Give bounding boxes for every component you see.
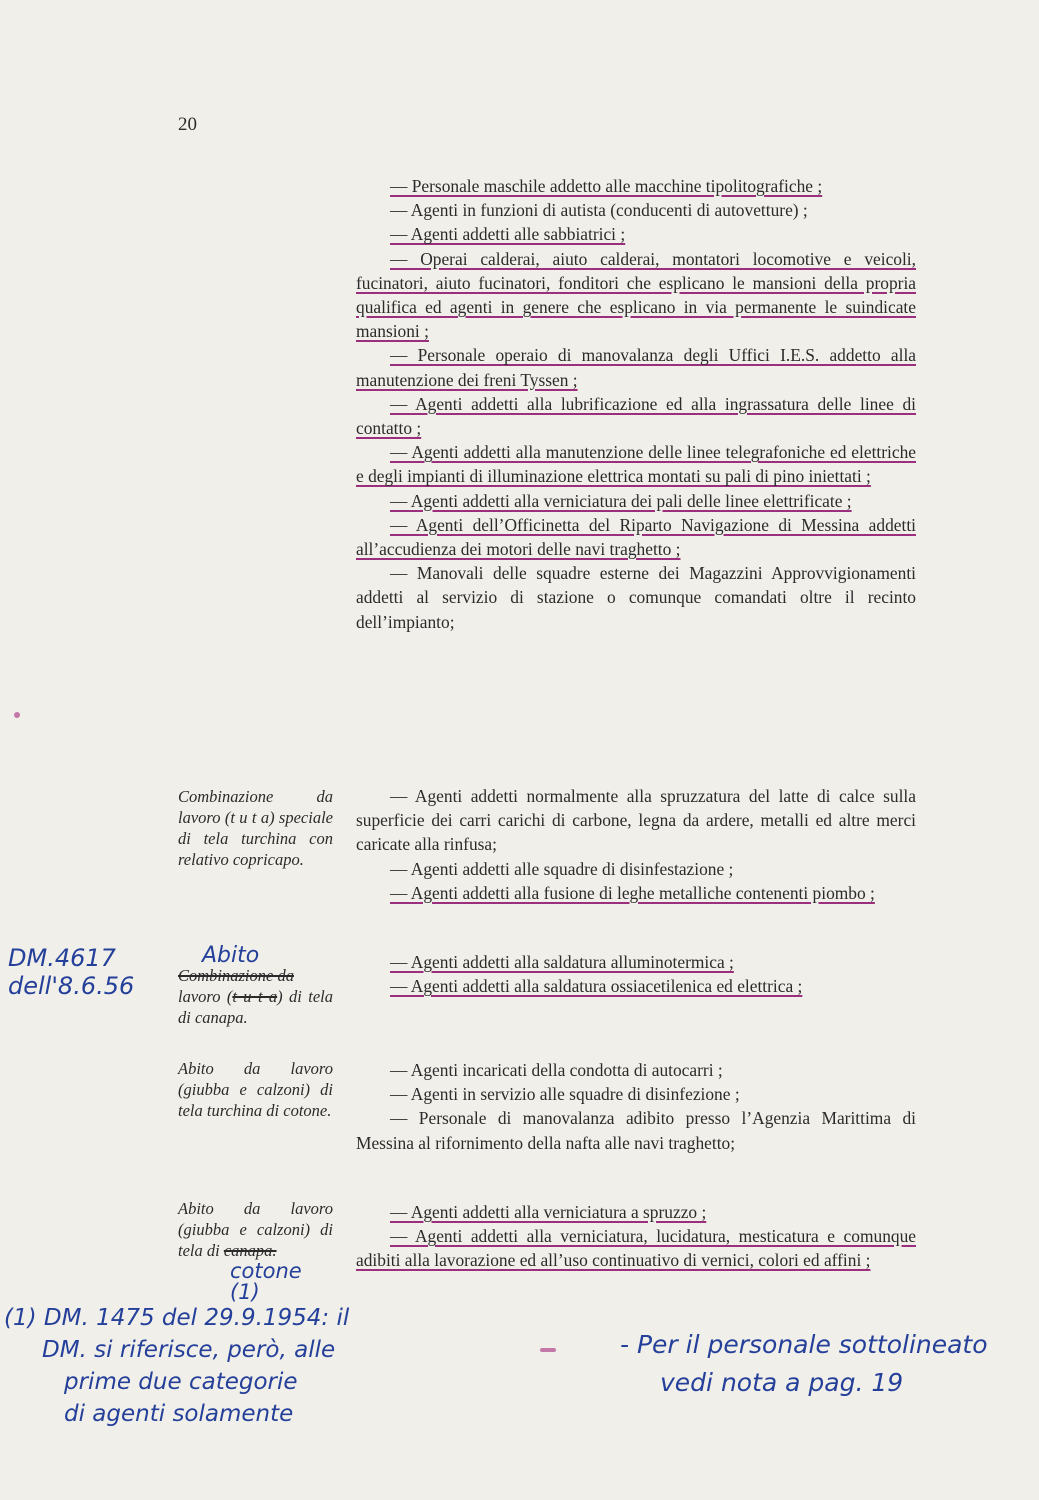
item: — Agenti addetti alla verniciatura dei pali delle linee elettrificate ; [390,490,852,511]
item: — Agenti addetti alle sabbiatrici ; [390,224,626,245]
handwritten-right-note: - Per il personale sottolineato vedi nota a pag. 19 [620,1330,988,1397]
item: — Personale di manovalanza adibito presso l’Agenzia Marittima di Messina al rifornimento della nafta alle navi traghetto; [356,1108,916,1153]
group-2-text [356,784,916,905]
label-abito-tela: Abito da lavoro (giubba e calzoni) di tela di canapa. cotone (1) [178,1199,333,1304]
item: — Agenti addetti alla saldatura ossiacetilenica ed elettrica ; [390,976,803,997]
item: — Agenti addetti alla verniciatura a spruzzo ; [390,1202,707,1222]
label-abito-cotone: Abito da lavoro (giubba e calzoni) di tela turchina di cotone. [178,1059,333,1120]
item: — Personale operaio di manovalanza degli Uffici I.E.S. addetto alla manutenzione dei freni Tyssen ; [356,345,916,390]
hand-correction-abito: Abito [202,943,260,968]
group-3-text [356,950,916,998]
ink-mark [540,1348,556,1352]
label-combinazione-tuta: Combinazione da lavoro (t u t a) speciale di tela turchina con relativo copricapo. [178,787,333,869]
page-number: 20 [178,114,197,135]
item: — Agenti addetti alla verniciatura, lucidatura, mesticatura e comunque adibiti alla lavorazione ed all’uso continuativo di vernici, colori ed affini ; [356,1226,916,1271]
item: — Agenti addetti alla fusione di leghe metalliche contenenti piombo ; [390,882,875,903]
group-5-text [356,1200,916,1273]
group-1-text [356,174,916,634]
item: — Agenti in servizio alle squadre di disinfezione ; [390,1084,740,1105]
ink-mark [14,712,20,718]
handwritten-margin-note: DM.4617 dell'8.6.56 [8,944,135,1000]
item: — Agenti addetti alle squadre di disinfestazione ; [390,858,734,879]
item: — Manovali delle squadre esterne dei Magazzini Approvvigionamenti addetti al servizio di stazione o comunque comandati oltre il recinto dell’impianto; [356,563,916,632]
item: — Agenti incaricati della condotta di autocarri ; [390,1060,723,1080]
item: — Personale maschile addetto alle macchine tipolitografiche ; [390,176,823,196]
hand-cotone: cotone (1) [230,1259,302,1304]
item: — Operai calderai, aiuto calderai, montatori locomotive e veicoli, fucinatori, aiuto fucinatori, fonditori che esplicano le mansioni della propria qualifica ed agenti in genere che esplicano in via permanente le suindicate mansioni ; [356,248,916,342]
label-abito-canapa: Abito Combinazione da lavoro (t u t a) di tela di canapa. [178,943,334,1027]
handwritten-footnote: (1) DM. 1475 del 29.9.1954: il DM. si riferisce, però, alle prime due categorie di agenti solamente [4,1305,350,1427]
item: — Agenti in funzioni di autista (conducenti di autovetture) ; [390,200,808,221]
group-4-text [356,1058,916,1155]
item: — Agenti addetti alla lubrificazione ed alla ingrassatura delle linee di contatto ; [356,393,916,439]
item: — Agenti addetti alla manutenzione delle linee telegrafoniche ed elettriche e degli impianti di illuminazione elettrica montati su pali di pino iniettati ; [356,442,916,487]
item: — Agenti addetti alla saldatura alluminotermica ; [390,952,734,972]
item: — Agenti addetti normalmente alla spruzzatura del latte di calce sulla superficie dei carri carichi di carbone, legna da ardere, metalli ed altre merci caricate alla rinfusa; [356,786,916,855]
item: — Agenti dell’Officinetta del Riparto Navigazione di Messina addetti all’accudienza dei motori delle navi traghetto ; [356,514,916,560]
